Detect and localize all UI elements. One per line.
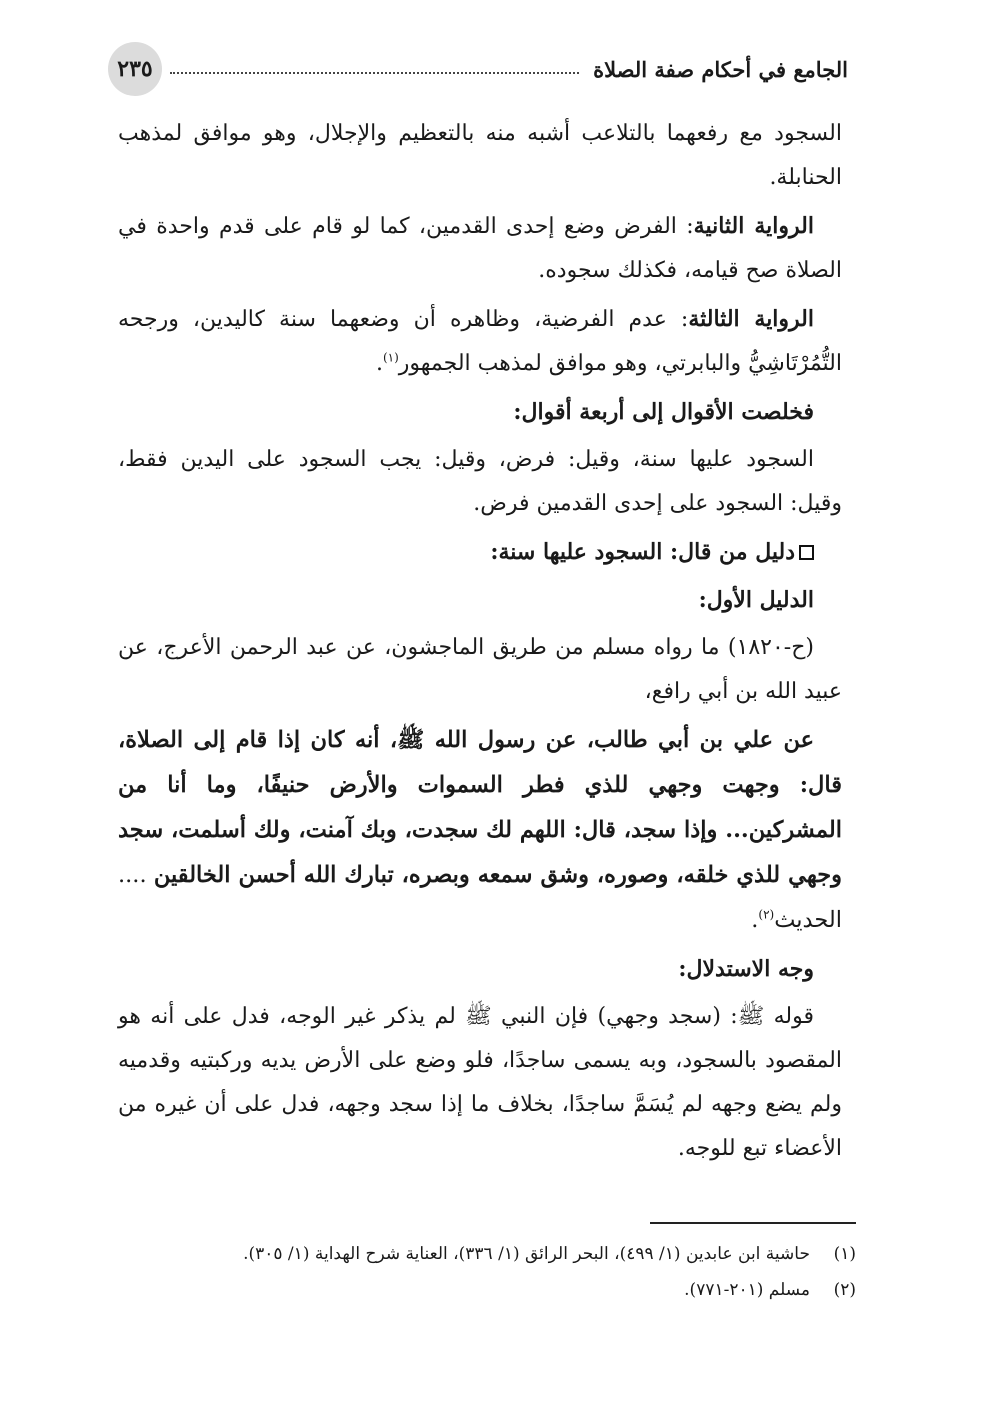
heading-first-evidence: الدليل الأول: [698,587,814,613]
paragraph-second-narration [118,204,842,293]
paragraph-inference: قوله ﷺ: (سجد وجهي) فإن النبي ﷺ لم يذكر غير الوجه، فدل على أنه هو المقصود بالسجود، وبه يسمى ساجدًا، فلو وضع على الأرض يديه وركبتيه وقدميه ولم يضع وجهه لم يُسَمَّ ساجدًا، بخلاف ما إذا سجد وجهه، فدل على أن غيره من الأعضاء تبع للوجه. [118,1004,842,1161]
hadith-end: . [751,907,759,933]
heading-evidence-text: دليل من قال: السجود عليها سنة: [490,539,795,565]
paragraph-hanbali: السجود مع رفعهما بالتلاعب أشبه منه بالتعظيم والإجلال، وهو موافق لمذهب الحنابلة. [118,121,842,190]
page-number-badge: ٢٣٥ [108,42,162,96]
header-dotted-leader [170,72,579,74]
hadith-body: عن علي بن أبي طالب، عن رسول الله ﷺ، أنه كان إذا قام إلى الصلاة، قال: وجهت وجهي للذي فطر السموات والأرض حنيفًا، وما أنا من المشركين... وإذا سجد، قال: اللهم لك سجدت، وبك آمنت، ولك أسلمت، سجد وجهي للذي خلقه، وصوره، وشق سمعه وبصره، تبارك الله أحسن الخالقين [118,727,842,888]
third-narration-end: . [375,351,383,376]
footnote-text: حاشية ابن عابدين (١/ ٤٩٩)، البحر الرائق (١/ ٣٣٦)، العناية شرح الهداية (١/ ٣٠٥). [243,1244,810,1264]
paragraph-isnad: (ح-١٨٢٠) ما رواه مسلم من طريق الماجشون، عن عبد الرحمن الأعرج، عن عبيد الله بن أبي رافع، [118,635,842,704]
second-narration-label: الرواية الثانية [693,213,814,239]
footnote-1 [118,1236,856,1272]
paragraph-four-views: السجود عليها سنة، وقيل: فرض، وقيل: يجب السجود على اليدين فقط، وقيل: السجود على إحدى القدمين فرض. [118,447,842,516]
book-title: الجامع في أحكام صفة الصلاة [593,56,848,82]
footnote-text: مسلم (٢٠١-٧٧١). [684,1280,810,1300]
page-header [108,42,848,96]
heading-evidence [118,530,842,574]
second-narration-text: : الفرض وضع إحدى القدمين، كما لو قام على قدم واحدة في الصلاة صح قيامه، فكذلك سجوده. [118,214,842,283]
footnote-number: (١) [833,1244,856,1264]
footnote-ref-1[interactable]: (١) [382,350,399,365]
footnotes [118,1236,856,1308]
paragraph-third-narration [118,297,842,386]
third-narration-label: الرواية الثالثة [688,306,815,332]
footnote-separator [650,1222,856,1224]
footnote-2 [118,1272,856,1308]
hadith-tail: .... الحديث [118,862,842,933]
heading-summary: فخلصت الأقوال إلى أربعة أقوال: [513,399,814,425]
footnote-ref-2[interactable]: (٢) [758,907,775,922]
footnote-number: (٢) [833,1280,856,1300]
main-text [118,112,842,1175]
heading-inference: وجه الاستدلال: [678,956,814,982]
checkbox-square-icon [799,545,814,560]
third-narration-text: : عدم الفرضية، وظاهره أن وضعهما سنة كاليدين، ورجحه التُّمُرْتَاشِيُّ والبابرتي، وهو موافق لمذهب الجمهور [118,307,842,376]
hadith-text [118,718,842,943]
